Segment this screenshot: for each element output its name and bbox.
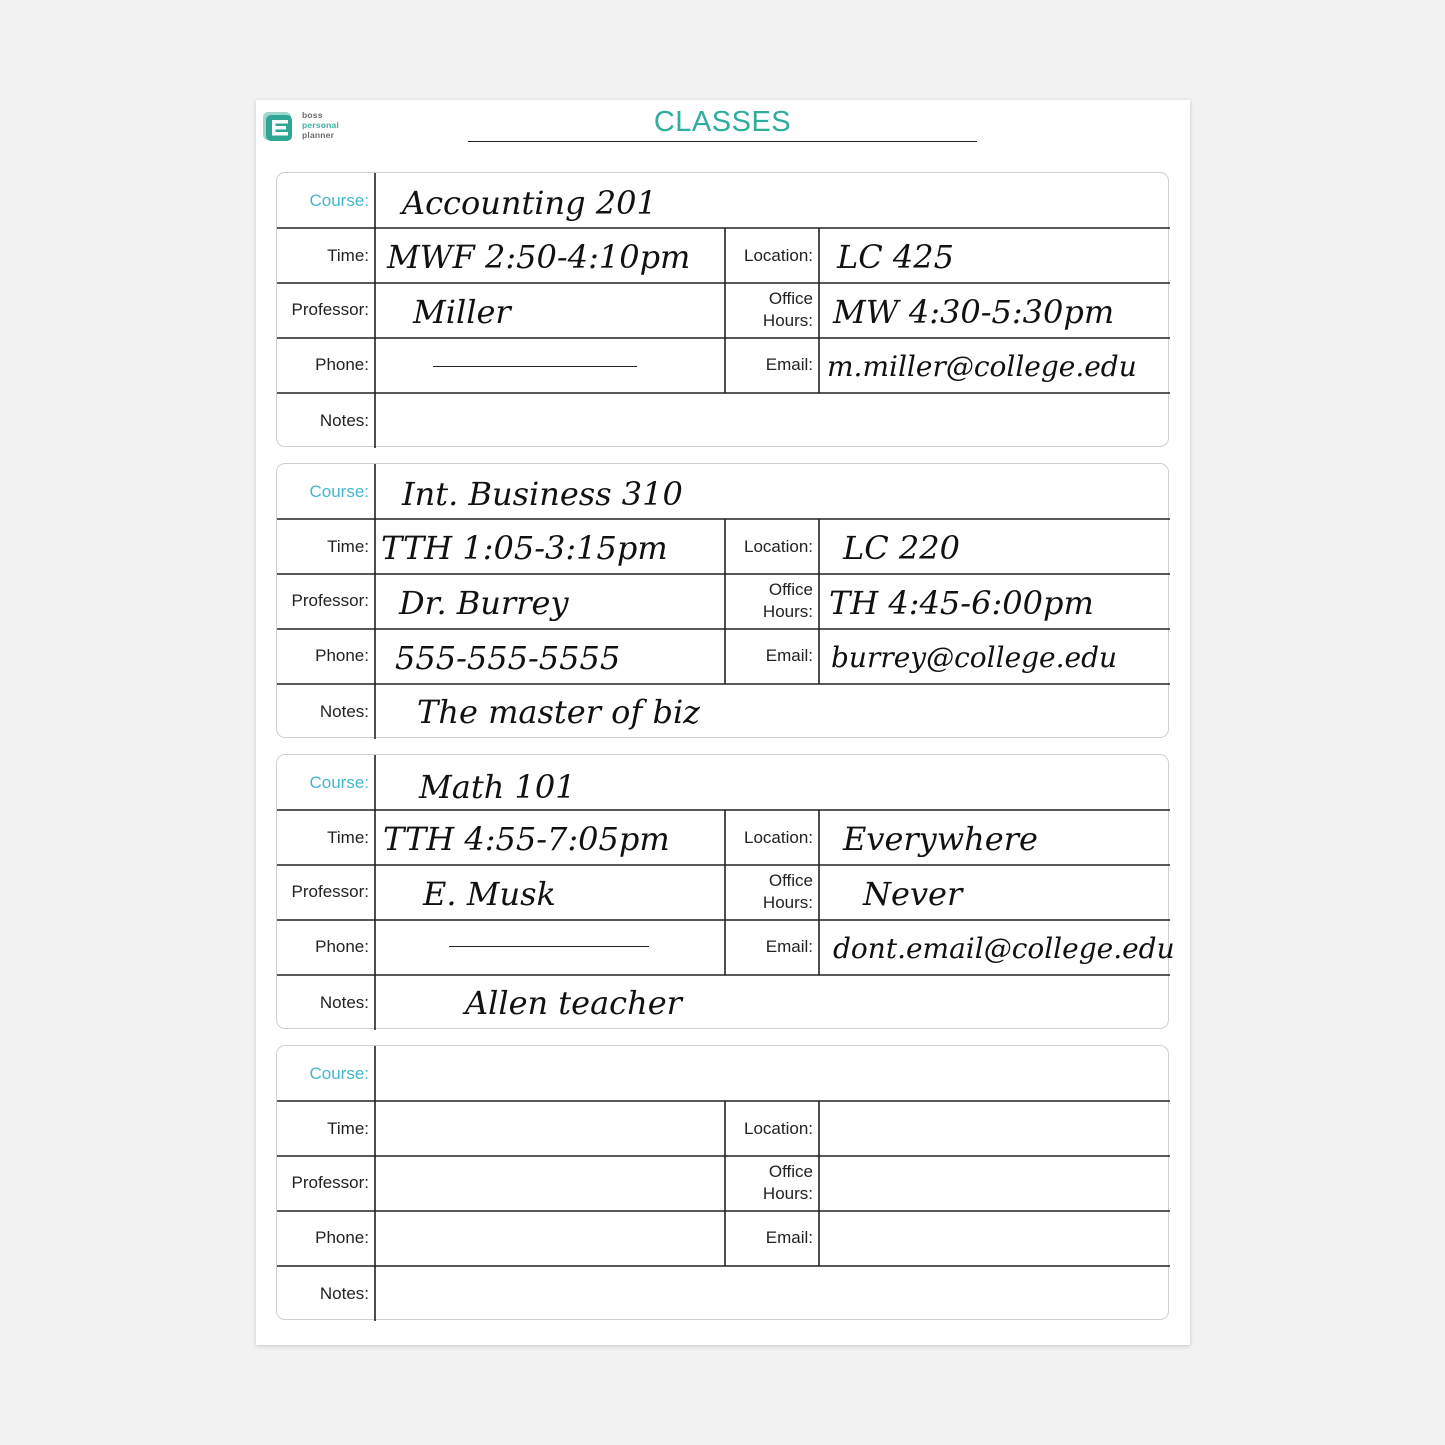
phone-blank-line [449, 946, 649, 947]
notes-label: Notes: [319, 1284, 369, 1303]
location-field[interactable]: LC 425 [837, 238, 954, 276]
time-label: Time: [327, 246, 369, 265]
time-field[interactable]: MWF 2:50-4:10pm [387, 238, 691, 276]
office-hours-field[interactable]: TH 4:45-6:00pm [829, 584, 1094, 622]
notes-label: Notes: [319, 993, 369, 1012]
office-hours-label-line-1: Office [768, 1162, 813, 1181]
phone-label: Phone: [315, 646, 369, 665]
card-grid [277, 1046, 1170, 1321]
office-hours-label-line-1: Office [768, 580, 813, 599]
office-hours-field[interactable]: MW 4:30-5:30pm [833, 293, 1115, 331]
logo-line-1: boss [302, 110, 323, 120]
email-label: Email: [765, 1228, 813, 1247]
phone-label: Phone: [315, 355, 369, 374]
phone-label: Phone: [315, 937, 369, 956]
location-label: Location: [744, 246, 813, 265]
office-hours-label-line-2: Hours: [762, 1184, 813, 1203]
office-hours-label-line-2: Hours: [762, 311, 813, 330]
professor-label: Professor: [291, 882, 369, 901]
course-label: Course: [309, 1064, 369, 1083]
notes-field[interactable]: Allen teacher [465, 984, 682, 1022]
office-hours-label-line-1: Office [768, 871, 813, 890]
logo-line-2: personal [302, 120, 340, 130]
time-label: Time: [327, 537, 369, 556]
professor-field[interactable]: Miller [413, 293, 511, 331]
location-label: Location: [744, 828, 813, 847]
email-label: Email: [765, 355, 813, 374]
office-hours-field[interactable]: Never [863, 875, 963, 913]
email-label: Email: [765, 646, 813, 665]
page-title: CLASSES [653, 106, 792, 138]
professor-field[interactable]: E. Musk [423, 875, 556, 913]
professor-field[interactable]: Dr. Burrey [399, 584, 569, 622]
phone-blank-line [433, 366, 637, 367]
brand-logo [262, 109, 352, 143]
location-field[interactable]: Everywhere [843, 820, 1038, 858]
phone-field[interactable]: 555-555-5555 [395, 639, 621, 677]
office-hours-label-line-1: Office [768, 289, 813, 308]
notes-field[interactable]: The master of biz [417, 693, 701, 731]
class-card-3 [276, 754, 1175, 1029]
office-hours-label-line-2: Hours: [762, 893, 813, 912]
course-label: Course: [309, 773, 369, 792]
location-label: Location: [744, 537, 813, 556]
professor-label: Professor: [291, 300, 369, 319]
professor-label: Professor: [291, 591, 369, 610]
class-card-1 [276, 172, 1169, 447]
notes-label: Notes: [319, 411, 369, 430]
email-field[interactable]: burrey@college.edu [831, 641, 1118, 674]
course-field[interactable]: Int. Business 310 [402, 475, 683, 513]
location-label: Location: [744, 1119, 813, 1138]
time-field[interactable]: TTH 1:05-3:15pm [381, 529, 668, 567]
class-card-4 [276, 1045, 1169, 1320]
location-field[interactable]: LC 220 [843, 529, 960, 567]
time-label: Time: [327, 828, 369, 847]
time-field[interactable]: TTH 4:55-7:05pm [383, 820, 670, 858]
logo-wordmark [302, 110, 339, 140]
course-field[interactable]: Math 101 [419, 768, 576, 806]
professor-label: Professor: [291, 1173, 369, 1192]
course-label: Course: [309, 191, 369, 210]
planner-page [256, 100, 1190, 1345]
class-card-2 [276, 463, 1169, 738]
logo-icon [262, 109, 296, 143]
time-label: Time: [327, 1119, 369, 1138]
email-field[interactable]: dont.email@college.edu [833, 932, 1175, 965]
course-label: Course: [309, 482, 369, 501]
phone-label: Phone: [315, 1228, 369, 1247]
notes-label: Notes: [319, 702, 369, 721]
email-label: Email: [765, 937, 813, 956]
card-grid [277, 755, 1170, 1030]
course-field[interactable]: Accounting 201 [402, 184, 657, 222]
logo-line-3: planner [302, 130, 335, 140]
email-field[interactable]: m.miller@college.edu [827, 350, 1137, 383]
office-hours-label-line-2: Hours: [762, 602, 813, 621]
title-underline [468, 141, 977, 142]
